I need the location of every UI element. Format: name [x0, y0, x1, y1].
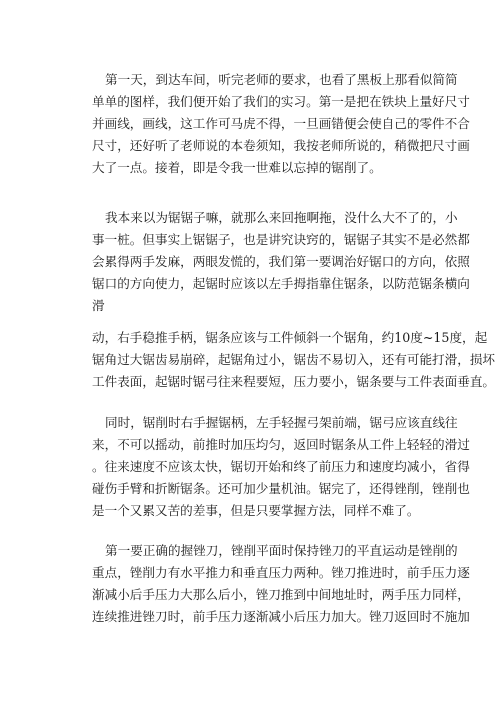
- text-line: 来，不可以摇动，前推时加压均匀，返回时锯条从工件上轻轻的滑过: [92, 437, 470, 452]
- text-line: 渐减小后手压力大那么后小，锉刀推到中间地址时，两手压力同样，: [92, 587, 470, 602]
- text-line: 第一要正确的握锉刀，锉削平面时保持锉刀的平直运动是锉削的: [105, 543, 458, 558]
- text-line: 尺寸，还好听了老师说的本卷须知，我按老师所说的，稍微把尺寸画: [92, 138, 470, 153]
- text-line: 碰伤手臂和折断锯条。还可加少量机油。锯完了，还得锉削，锉削也: [92, 481, 470, 496]
- text-line: 单单的图样，我们便开始了我们的实习。第一是把在铁块上量好尺寸: [92, 94, 470, 109]
- text-line: 重点，锉削力有水平推力和垂直压力两种。锉刀推进时，前手压力逐: [92, 565, 470, 580]
- text-line: 锯口的方向使力，起锯时应该以左手拇指靠住锯条，以防范锯条横向: [92, 276, 470, 291]
- text-line: 事一桩。但事实上锯锯子，也是讲究诀窍的，锯锯子其实不是必然都: [92, 232, 470, 247]
- text-line: 会累得两手发麻，两眼发慌的，我们第一要调治好锯口的方向，依照: [92, 254, 470, 269]
- text-line: 锯角过大锯齿易崩碎，起锯角过小，锯齿不易切入，还有可能打滑，损坏: [92, 352, 495, 367]
- text-line: 滑: [92, 298, 105, 313]
- text-line: 是一个又累又苦的差事，但是只要掌握方法，同样不难了。: [92, 503, 420, 518]
- text-line: 并画线，画线，这工作可马虎不得，一旦画错便会使自己的零件不合: [92, 116, 470, 131]
- text-line: 第一天，到达车间，听完老师的要求，也看了黑板上那看似简简: [105, 72, 458, 87]
- text-line: 我本来以为锯锯子嘛，就那么来回拖啊拖，没什么大不了的，小: [105, 210, 458, 225]
- text-line: 大了一点。接着，即是令我一世难以忘掉的锯削了。: [92, 160, 382, 175]
- text-line: 。往来速度不应该太快，锯切开始和终了前压力和速度均减小，省得: [92, 459, 470, 474]
- text-line: 动，右手稳推手柄，锯条应该与工件倾斜一个锯角，约10度~15度，起: [92, 330, 488, 345]
- text-line: 工件表面，起锯时锯弓往来程要短，压力要小，锯条要与工件表面垂直。: [92, 374, 495, 389]
- text-line: 连续推进锉刀时，前手压力逐渐减小后压力加大。锉刀返回时不施加: [92, 609, 470, 624]
- text-line: 同时，锯削时右手握锯柄，左手轻握弓架前端，锯弓应该直线往: [105, 415, 458, 430]
